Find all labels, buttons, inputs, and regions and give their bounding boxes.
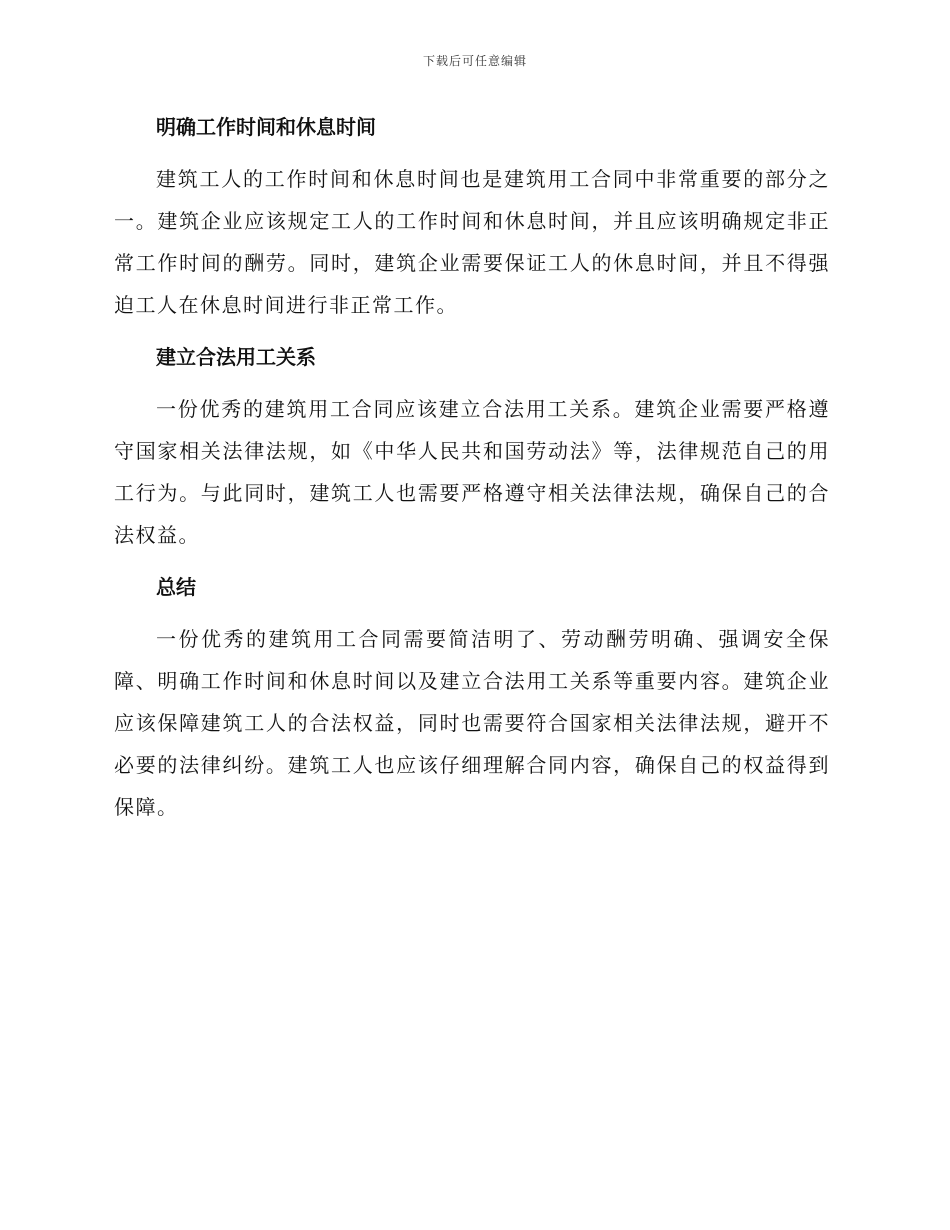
section-paragraph-summary: 一份优秀的建筑用工合同需要简洁明了、劳动酬劳明确、强调安全保障、明确工作时间和休息时间以及建立合法用工关系等重要内容。建筑企业应该保障建筑工人的合法权益，同时也需要符合国家相关法律法规，避开不必要的法律纠纷。建筑工人也应该仔细理解合同内容，确保自己的权益得到保障。 [114, 627, 830, 819]
page-header: 下载后可任意编辑 [422, 54, 527, 68]
section-heading-summary: 总结 [156, 575, 196, 599]
section-paragraph-legal-employment: 一份优秀的建筑用工合同应该建立合法用工关系。建筑企业需要严格遵守国家相关法律法规，如《中华人民共和国劳动法》等，法律规范自己的用工行为。与此同时，建筑工人也需要严格遵守相关法律法规，确保自己的合法权益。 [114, 397, 830, 547]
document-body [114, 106, 830, 828]
section-heading-work-hours: 明确工作时间和休息时间 [156, 115, 376, 139]
section-heading-legal-employment: 建立合法用工关系 [156, 345, 316, 369]
section-paragraph-work-hours: 建筑工人的工作时间和休息时间也是建筑用工合同中非常重要的部分之一。建筑企业应该规定工人的工作时间和休息时间，并且应该明确规定非正常工作时间的酬劳。同时，建筑企业需要保证工人的休息时间，并且不得强迫工人在休息时间进行非正常工作。 [114, 167, 830, 317]
